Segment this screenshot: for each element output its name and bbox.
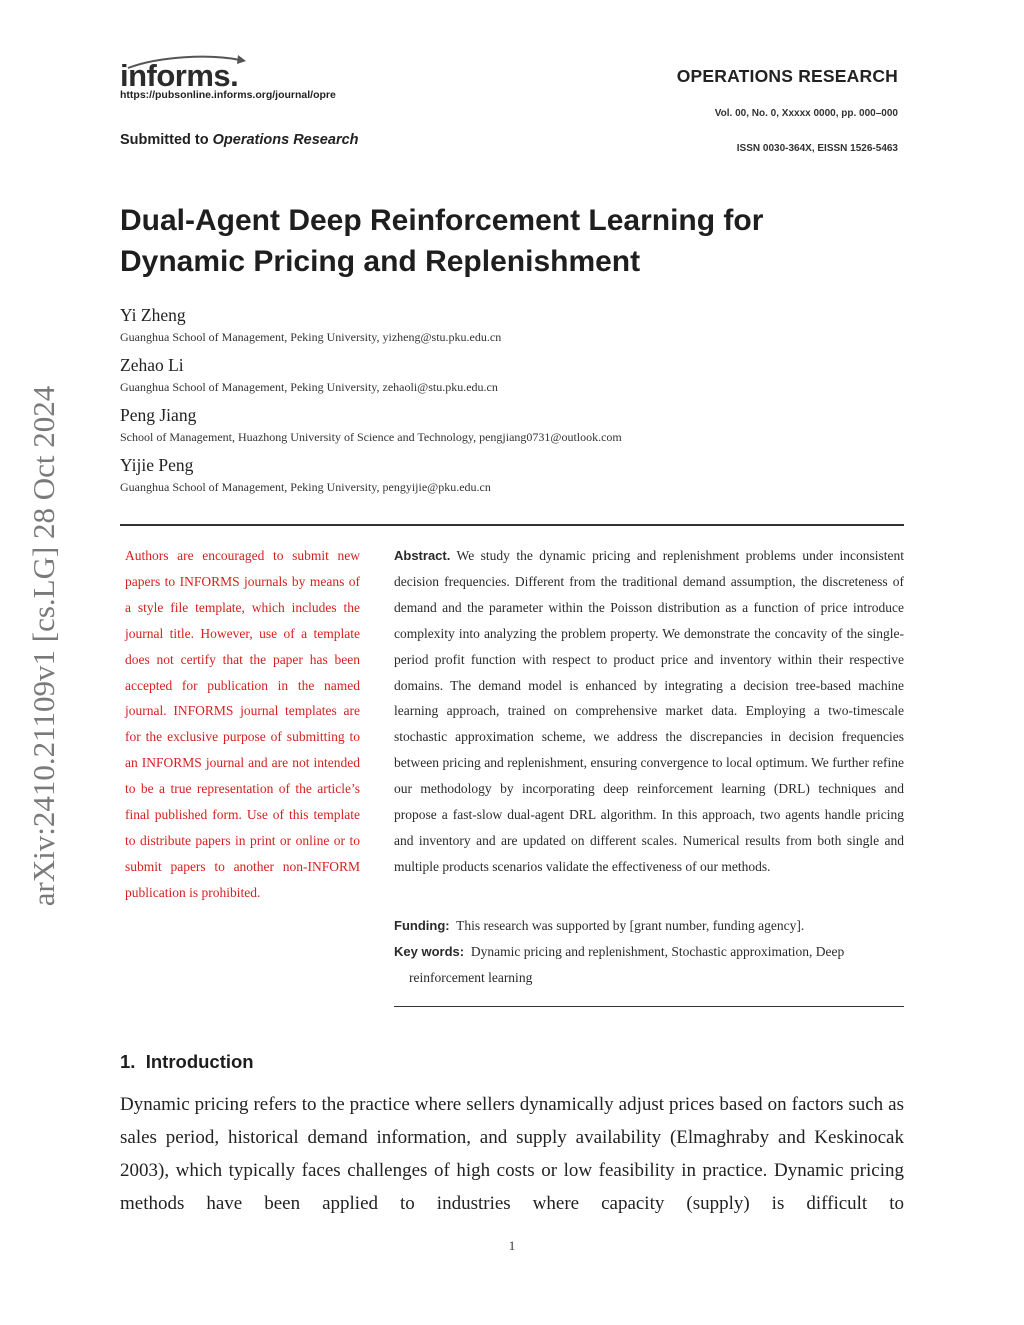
abstract (394, 543, 904, 880)
issn-line: ISSN 0030-364X, EISSN 1526-5463 (736, 143, 898, 154)
funding (394, 913, 904, 939)
submitted-line (120, 132, 359, 148)
intro-paragraph: Dynamic pricing refers to the practice where sellers dynamically adjust prices based on factors such as sales period, historical demand information, and supply availability (Elmaghraby and Keskinocak 2003), which typically faces challenges of high costs or low feasibility in practice. Dynamic pricing methods have been applied to industries where capacity (supply) is difficult to (120, 1094, 904, 1214)
author-name: Peng Jiang (120, 405, 197, 425)
author-affiliation: Guanghua School of Management, Peking University, zehaoli@stu.pku.edu.cn (120, 380, 498, 394)
author-affiliation: Guanghua School of Management, Peking University, yizheng@stu.pku.edu.cn (120, 330, 502, 344)
section-heading (120, 1051, 254, 1073)
volume-line: Vol. 00, No. 0, Xxxxx 0000, pp. 000–000 (714, 108, 898, 119)
arxiv-stamp-text: arXiv:2410.21109v1 [cs.LG] 28 Oct 2024 (26, 385, 61, 907)
author-affiliation: Guanghua School of Management, Peking University, pengyijie@pku.edu.cn (120, 480, 491, 494)
abstract-label: Abstract. (394, 548, 451, 563)
author-affiliation: School of Management, Huazhong University of Science and Technology, pengjiang0731@outlook.com (120, 430, 622, 444)
paper-title (120, 200, 880, 282)
section-number: 1. (120, 1051, 136, 1072)
template-notice: Authors are encouraged to submit new papers to INFORMS journals by means of a style file template, which includes the journal title. However, use of a template does not certify that the paper has been accepted for publication in the named journal. INFORMS journal templates are for the exclusive purpose of submitting to an INFORMS journal and are not intended to be a true representation of the article’s final published form. Use of this template to distribute papers in print or online or to submit papers to another non-INFORM publication is prohibited. (125, 548, 360, 900)
submitted-prefix: Submitted to (120, 132, 213, 148)
header-rule (120, 524, 904, 526)
submitted-journal: Operations Research (212, 132, 359, 148)
funding-label: Funding: (394, 918, 450, 933)
title-line-2: Dynamic Pricing and Replenishment (120, 245, 641, 278)
journal-url[interactable]: https://pubsonline.informs.org/journal/opre (120, 89, 336, 101)
title-line-1: Dual-Agent Deep Reinforcement Learning for (120, 204, 764, 237)
author-name: Yi Zheng (120, 305, 186, 325)
keywords-label: Key words: (394, 944, 465, 959)
keywords (394, 939, 904, 991)
logo-text: informs. (120, 58, 239, 93)
journal-name: OPERATIONS RESEARCH (676, 66, 898, 86)
keywords-text: Dynamic pricing and replenishment, Stochastic approximation, Deep reinforcement learning (409, 944, 845, 985)
funding-text: This research was supported by [grant number, funding agency]. (456, 918, 805, 933)
page-number: 1 (508, 1238, 516, 1253)
informs-logo (120, 52, 250, 94)
author-name: Yijie Peng (120, 455, 194, 475)
abstract-text: We study the dynamic pricing and replenishment problems under inconsistent decision frequencies. Different from the traditional demand assumption, the discreteness of demand and the parameter within the Poisson distribution as a function of price introduce complexity into analyzing the problem property. We demonstrate the concavity of the single-period profit function with respect to product price and inventory within their respective domains. The demand model is enhanced by integrating a decision tree-based machine learning approach, trained on comprehensive market data. Employing a two-timescale stochastic approximation scheme, we address the discrepancies in decision frequencies between pricing and replenishment, ensuring convergence to local optimum. We further refine our methodology by incorporating deep reinforcement learning (DRL) techniques and propose a fast-slow dual-agent DRL algorithm. In this approach, two agents handle pricing and inventory and are updated on different scales. Numerical results from both single and multiple products scenarios validate the effectiveness of our methods. (394, 548, 904, 874)
section-title: Introduction (145, 1051, 254, 1072)
author-name: Zehao Li (120, 355, 184, 375)
abstract-rule (394, 1006, 904, 1007)
